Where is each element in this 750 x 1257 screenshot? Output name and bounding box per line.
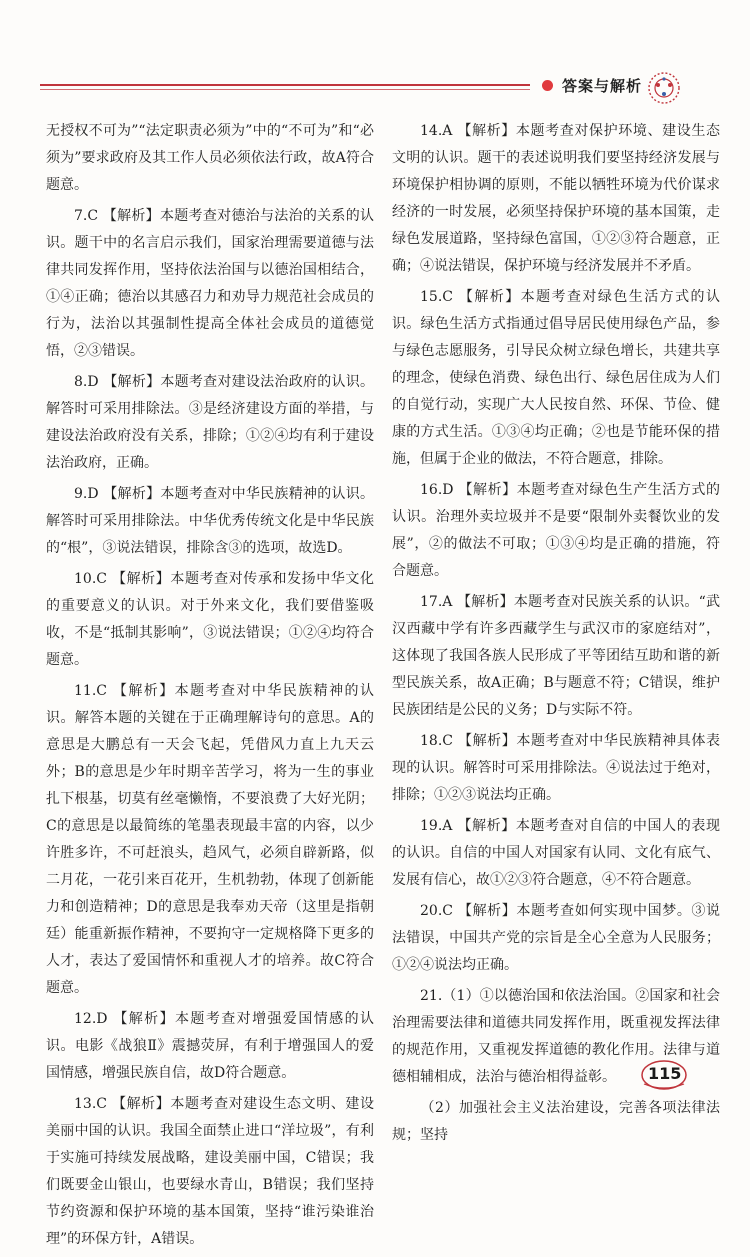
page-number: 115 (648, 1064, 682, 1083)
answer-paragraph: 14.A 【解析】本题考查对保护环境、建设生态文明的认识。题干的表述说明我们要坚持经济发展与环境保护相协调的原则，不能以牺牲环境为代价谋求经济的一时发展，必须坚持保护环境的基本国策，走绿色发展道路，坚持绿色富国，①②③符合题意，正确；④说法错误，保护环境与经济发展并不矛盾。 (392, 123, 720, 274)
header-rule-thin (40, 89, 530, 90)
right-column (392, 118, 720, 1153)
header-bullet (542, 80, 553, 91)
answer-paragraph: 19.A 【解析】本题考查对自信的中国人的表现的认识。自信的中国人对国家有认同、文化有底气、发展有信心，故①②③符合题意，④不符合题意。 (392, 818, 720, 888)
answer-paragraph: 17.A 【解析】本题考查对民族关系的认识。“武汉西藏中学有许多西藏学生与武汉市的家庭结对”，这体现了我国各族人民形成了平等团结互助和谐的新型民族关系，故A正确；B与题意不符；C错误，维护民族团结是公民的义务；D与实际不符。 (392, 594, 720, 718)
left-column (46, 118, 374, 1257)
answer-paragraph: 8.D 【解析】本题考查对建设法治政府的认识。解答时可采用排除法。③是经济建设方面的举措，与建设法治政府没有关系，排除；①②④均有利于建设法治政府，正确。 (46, 374, 374, 471)
header-title: 答案与解析 (562, 77, 643, 95)
answer-paragraph: 11.C 【解析】本题考查对中华民族精神的认识。解答本题的关键在于正确理解诗句的意思。A的意思是大鹏总有一天会飞起，凭借风力直上九天云外；B的意思是少年时期辛苦学习，将为一生的事业扎下根基，切莫有丝毫懒惰，不要浪费了大好光阴；C的意思是以最简练的笔墨表现最丰富的内容，以少许胜多许，不可赶浪头，趋风气，必须自辟新路，似二月花，一花引来百花开，生机勃勃，体现了创新能力和创造精神；D的意思是我奉劝天帝（这里是指朝廷）能重新振作精神，不要拘守一定规格降下更多的人才，表达了爱国情怀和重视人才的培养。故C符合题意。 (46, 683, 374, 996)
answer-paragraph: 7.C 【解析】本题考查对德治与法治的关系的认识。题干中的名言启示我们，国家治理需要道德与法律共同发挥作用，坚持依法治国与以德治国相结合，①④正确；德治以其感召力和劝导力规范社会成员的行为，法治以其强制性提高全体社会成员的道德觉悟，②③错误。 (46, 208, 374, 359)
answer-paragraph: （2）加强社会主义法治建设，完善各项法律法规；坚持 (392, 1100, 720, 1143)
answer-paragraph: 21.（1）①以德治国和依法治国。②国家和社会治理需要法律和道德共同发挥作用，既重视发挥法律的规范作用，又重视发挥道德的教化作用。法律与道德相辅相成，法治与德治相得益彰。 (392, 988, 720, 1085)
header-rule (40, 84, 530, 86)
answer-paragraph: 16.D 【解析】本题考查对绿色生产生活方式的认识。治理外卖垃圾并不是要“限制外卖餐饮业的发展”，②的做法不可取；①③④均是正确的措施，符合题意。 (392, 482, 720, 579)
answer-paragraph: 13.C 【解析】本题考查对建设生态文明、建设美丽中国的认识。我国全面禁止进口“洋垃圾”，有利于实施可持续发展战略，建设美丽中国，C错误；我们既要金山银山，也要绿水青山，B错误；我们坚持节约资源和保护环境的基本国策，坚持“谁污染谁治理”的环保方针，A错误。 (46, 1096, 374, 1247)
decorative-logo-icon (644, 68, 684, 108)
answer-paragraph: 20.C 【解析】本题考查如何实现中国梦。③说法错误，中国共产党的宗旨是全心全意为人民服务；①②④说法均正确。 (392, 903, 720, 973)
answer-paragraph: 10.C 【解析】本题考查对传承和发扬中华文化的重要意义的认识。对于外来文化，我们要借鉴吸收，不是“抵制其影响”，③说法错误；①②④均符合题意。 (46, 571, 374, 668)
answer-paragraph: 无授权不可为”“法定职责必须为”中的“不可为”和“必须为”要求政府及其工作人员必须依法行政，故A符合题意。 (46, 123, 374, 193)
answer-paragraph: 12.D 【解析】本题考查对增强爱国情感的认识。电影《战狼Ⅱ》震撼荧屏，有利于增强国人的爱国情感，增强民族自信，故D符合题意。 (46, 1011, 374, 1081)
answer-paragraph: 15.C 【解析】本题考查对绿色生活方式的认识。绿色生活方式指通过倡导居民使用绿色产品，参与绿色志愿服务，引导民众树立绿色增长，共建共享的理念，使绿色消费、绿色出行、绿色居住成为人们的自觉行动，实现广大人民按自然、环保、节俭、健康的方式生活。①③④均正确；②也是节能环保的措施，但属于企业的做法，不符合题意，排除。 (392, 289, 720, 467)
answer-paragraph: 18.C 【解析】本题考查对中华民族精神具体表现的认识。解答时可采用排除法。④说法过于绝对，排除；①②③说法均正确。 (392, 733, 720, 803)
page-header (0, 0, 750, 120)
answer-paragraph: 9.D 【解析】本题考查对中华民族精神的认识。解答时可采用排除法。中华优秀传统文化是中华民族的“根”，③说法错误，排除含③的选项，故选D。 (46, 486, 374, 556)
